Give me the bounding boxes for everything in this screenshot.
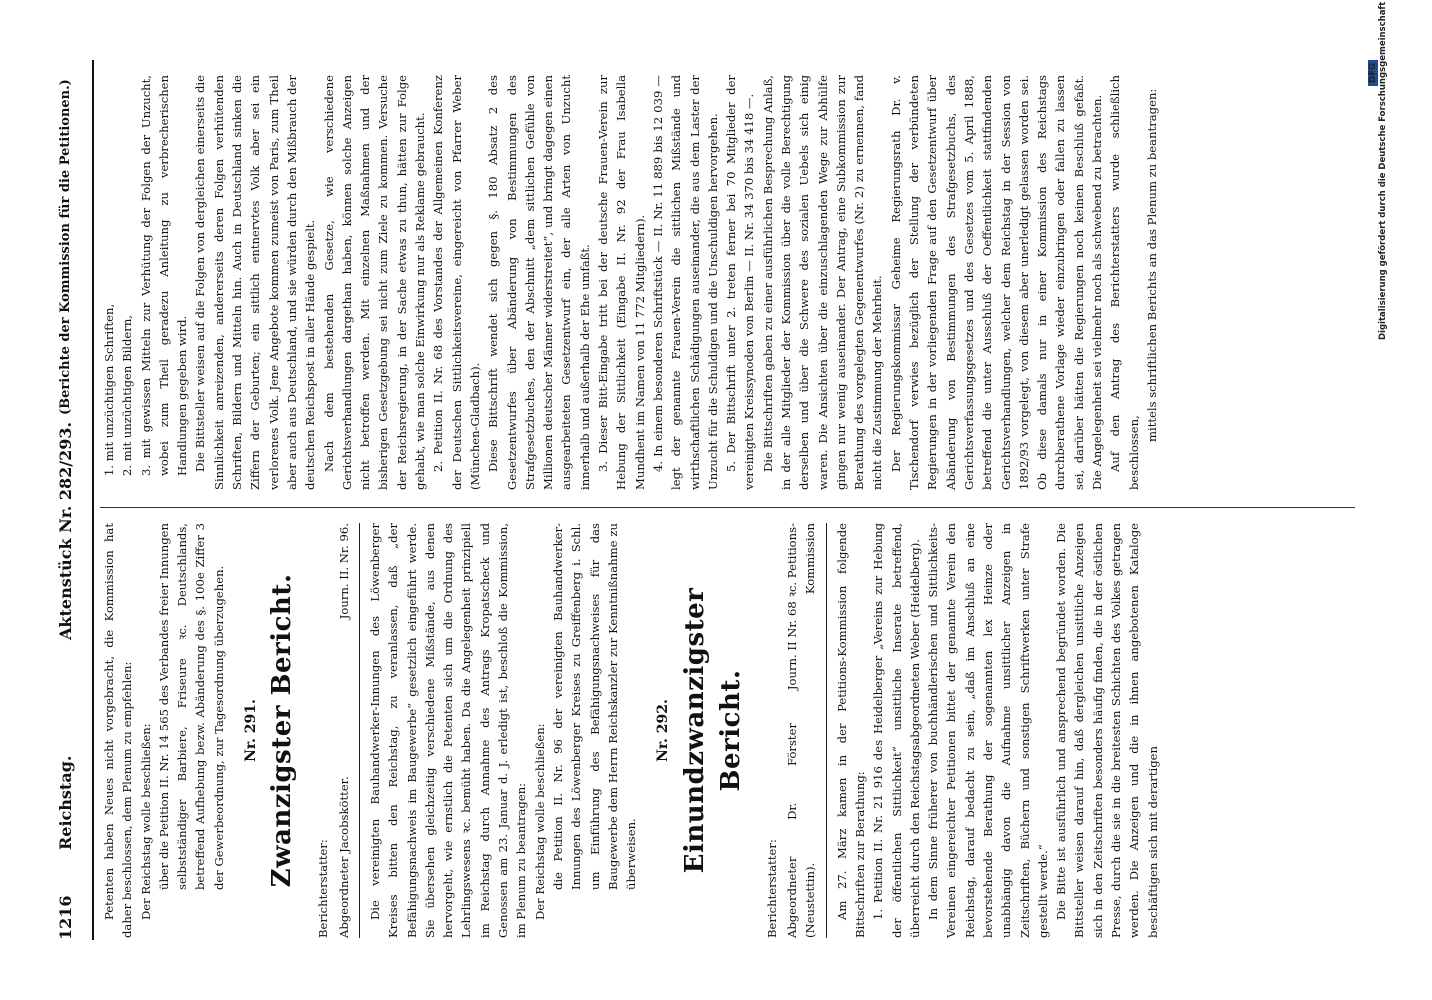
body-paragraph: 4. In einem besonderen Schriftstück — II. Nr. 11 889 bis 12 039 — legt der genannte Frauen-Verein die sittlichen Mißstände und wirthschaftlichen Schädigungen auseinander, die aus dem Laster der Unzucht für die Schuldigen und die Unschuldigen hervorgehen. bbox=[650, 75, 720, 490]
report-291-number: Nr. 291. bbox=[243, 699, 260, 762]
rapporteur-label: Berichterstatter: bbox=[316, 839, 331, 938]
header-right: (Berichte der Kommission für die Petitionen.) bbox=[58, 79, 73, 415]
running-header bbox=[56, 60, 90, 940]
report-292-paragraph: Die Bitte ist ausführlich und ansprechend begründet worden. Die Bittsteller weisen darauf hin, daß dergleichen unsittliche Anzeigen sich in den Zeitschriften besonders häufig finden, die in der östlichen Presse, durch die sie in die breitesten Schichten des Volkes getragen werden. Die Anzeigen und die in ihnen angebotenen Kataloge beschäftigen sich mit derartigen bbox=[1054, 523, 1160, 938]
report-291-paragraph: die Petition II. Nr. 96 der vereinigten Bauhandwerker-Innungen des Löwenberger Kreises zu Greiffenberg i. Schl. um Einführung des Befähigungsnachweises für das Baugewerbe dem Herrn Reichskanzler zur Kenntnißnahme zu überweisen. bbox=[550, 523, 639, 890]
intro-paragraph: Petenten haben Neues nicht vorgebracht, die Kommission hat daher beschlossen, dem Plenum zu empfehlen: bbox=[102, 523, 135, 938]
divider bbox=[359, 523, 360, 938]
body-paragraph: Auf den Antrag des Berichterstatters wurde schließlich beschlossen, bbox=[1108, 75, 1141, 490]
body-paragraph: 3. Dieser Bitt-Eingabe tritt bei der deutsche Frauen-Verein zur Hebung der Sittlichkeit (Eingabe II. Nr. 92 der Frau Isabella Mundhent im Namen von 11 772 Mitgliedern). bbox=[596, 75, 647, 490]
body-paragraph: Der Regierungskommissar Geheime Regierungsrath Dr. v. Tischendorf verwies bezüglich der Stellung der verbündeten Regierungen in der vorliegenden Frage auf den Gesetzentwurf über Abänderung von Bestimmungen des Strafgesetzbuchs, des Gerichtsverfassungsgesetzes und des Gesetzes vom 5. April 1888, betreffend die unter Ausschluß der Oeffentlichkeit stattfindenden Gerichtsverhandlungen, welcher dem Reichstag in der Session von 1892/93 vorgelegt, von diesem aber unerledigt gelassen worden sei. Ob diese damals nur in einer Kommission des Reichstags durchberathene Vorlage wieder einzubringen oder fallen zu lassen sei, darüber hätten die Regierungen noch keinen Beschluß gefaßt. Die Angelegenheit sei vielmehr noch als schwebend zu betrachten. bbox=[888, 75, 1105, 490]
resolution-heading: Der Reichstag wolle beschließen: bbox=[138, 723, 153, 920]
list-item: 3. mit gewissen Mitteln zur Verhütung der Folgen der Unzucht, wobei zum Theil geradezu Anleitung zu verbrecherischen Handlungen gegeben wird. bbox=[138, 75, 190, 476]
report-291-title: Zwanzigster Bericht. bbox=[267, 573, 298, 888]
report-291-paragraph: Die vereinigten Bauhandwerker-Innungen des Löwenberger Kreises bitten den Reichstag, zu veranlassen, daß „der Befähigungsnachweis im Baugewerbe“ gesetzlich eingeführt werde. Sie übersehen gleichzeitig verschiedene Mißstände, aus denen hervorgeht, wie ernstlich die Petenten sich um die Ordnung des Lehrlingswesens ꝛc. bemüht haben. Da die Angelegenheit prinzipiell im Reichstag durch Annahme des Antrags Kropatscheck und Genossen am 23. Januar d. J. erledigt ist, beschloß die Kommission, im Plenum zu beantragen: bbox=[367, 523, 529, 938]
divider bbox=[826, 523, 827, 938]
report-292-paragraph: In dem Sinne früherer von buchhändlerischen und Sittlichkeits-Vereinen eingereichter Petitionen bittet der genannte Verein den Reichstag, darauf bedacht zu sein, „daß im Anschluß an eine bevorstehende Berathung der sogenannten lex Heinze oder unabhängig davon die Aufnahme unsittlicher Anzeigen in Zeitschriften, Büchern und sonstigen Schriftwerken unter Strafe gestellt werde.“ bbox=[926, 523, 1050, 938]
resolution-text: über die Petition II. Nr. 14 565 des Verbandes freier Innungen selbstständiger Barbiere, Friseure ꝛc. Deutschlands, betreffend Aufhebung bezw. Abänderung des §. 100e Ziffer 3 der Gewerbeordnung, zur Tagesordnung überzugehen. bbox=[156, 523, 226, 890]
journal-number: Journ. II. Nr. 96. bbox=[336, 523, 351, 620]
rapporteur-name: Abgeordneter Jacobskötter. bbox=[336, 776, 351, 938]
right-column bbox=[100, 75, 1161, 490]
header-left: Reichstag. bbox=[56, 755, 75, 850]
column-divider bbox=[100, 507, 1355, 508]
body-paragraph: Diese Bittschrift wendet sich gegen §. 180 Absatz 2 des Gesetzentwurfes über Abänderung von Bestimmungen des Strafgesetzbuches, den der Abschnitt „dem sittlichen Gefühle von Millionen deutscher Männer widerstreitet“, und bringt dagegen einen ausgearbeiteten Gesetzentwurf ein, der alle Arten von Unzucht innerhalb und außerhalb der Ehe umfaßt. bbox=[486, 75, 592, 490]
rapporteur-name: Abgeordneter Dr. Förster (Neustettin). bbox=[785, 723, 818, 938]
journal-number: Journ. II Nr. 68 ꝛc. Petitions-Kommission bbox=[785, 523, 818, 691]
credit-text: Digitalisierung gefördert durch die Deutsche Forschungsgemeinschaft bbox=[1378, 1, 1388, 340]
report-292-paragraph: Am 27. März kamen in der Petitions-Kommission folgende Bittschriften zur Berathung: bbox=[834, 523, 867, 938]
report-292-title: Einundzwanzigster Bericht. bbox=[679, 587, 746, 874]
body-paragraph: 2. Petition II. Nr. 68 des Vorstandes der Allgemeinen Konferenz der Deutschen Sittlichkeitsvereine, eingereicht von Pfarrer Weber (München-Gladbach). bbox=[431, 75, 482, 490]
digitization-credit bbox=[1362, 1, 1396, 940]
header-center: Aktenstück Nr. 282/293. bbox=[56, 421, 75, 640]
page-number: 1216 bbox=[56, 895, 75, 940]
body-paragraph: Die Bittschriften gaben zu einer ausführlichen Besprechung Anlaß, in der alle Mitglieder der Kommission über die volle Berechtigung derselben und über die Schwere des sozialen Uebels sich einig waren. Die Ansichten über die einzuschlagenden Wege zur Abhülfe gingen nur wenig auseinander. Der Antrag, eine Subkommission zur Berathung des vorgelegten Gegenentwurfes (Nr. 2) zu ernennen, fand nicht die Zustimmung der Mehrheit. bbox=[760, 75, 885, 490]
report-292-paragraph: 1. Petition II. Nr. 21 916 des Heidelberger „Vereins zur Hebung der öffentlichen Sittlichkeit“ unsittliche Inserate betreffend, überreicht durch den Reichstagsabgeordneten Weber (Heidelberg). bbox=[871, 523, 922, 938]
body-paragraph: 5. Der Bittschrift unter 2. treten ferner bei 70 Mitglieder der vereinigten Kreissynoden von Berlin — II. Nr. 34 370 bis 34 418 —. bbox=[724, 75, 757, 490]
left-column bbox=[100, 523, 1162, 938]
body-paragraph: Die Bittsteller weisen auf die Folgen von dergleichen einerseits die Sinnlichkeit anreizenden, andererseits deren Folgen verhütenden Schriften, Bildern und Mitteln hin. Auch in Deutschland sinken die Ziffern der Geburten; ein sittlich entnervtes Volk aber sei ein verlorenes Volk. Jene Angebote kommen zumeist von Paris, zum Theil aber auch aus Deutschland, und sie würden durch den Mißbrauch der deutschen Reichspost in aller Hände gespielt. bbox=[193, 75, 318, 490]
rapporteur-row bbox=[783, 523, 820, 938]
rapporteur-row bbox=[335, 523, 353, 938]
list-item: 1. mit unzüchtigen Schriften, bbox=[102, 303, 116, 476]
rapporteur-label: Berichterstatter: bbox=[764, 839, 779, 938]
report-291-paragraph: Der Reichstag wolle beschließen: bbox=[532, 723, 547, 920]
body-paragraph: mittels schriftlichen Berichts an das Plenum zu beantragen: bbox=[1144, 88, 1159, 442]
header-rule bbox=[92, 60, 94, 940]
report-292-number: Nr. 292. bbox=[655, 699, 672, 762]
list-item: 2. mit unzüchtigen Bildern, bbox=[120, 315, 135, 476]
dfg-logo: DFG bbox=[1368, 60, 1378, 86]
body-paragraph: Nach dem bestehenden Gesetze, wie verschiedene Gerichtsverhandlungen dargethan haben, können solche Anzeigen nicht betroffen werden. Mit einzelnen Maßnahmen und der bisherigen Gesetzgebung sei nicht zum Ziele zu kommen. Versuche der Reichsregierung, in der Sache etwas zu thun, hätten zur Folge gehabt, wie man solche Einwirkung nur als Reklame gebraucht. bbox=[321, 75, 428, 490]
